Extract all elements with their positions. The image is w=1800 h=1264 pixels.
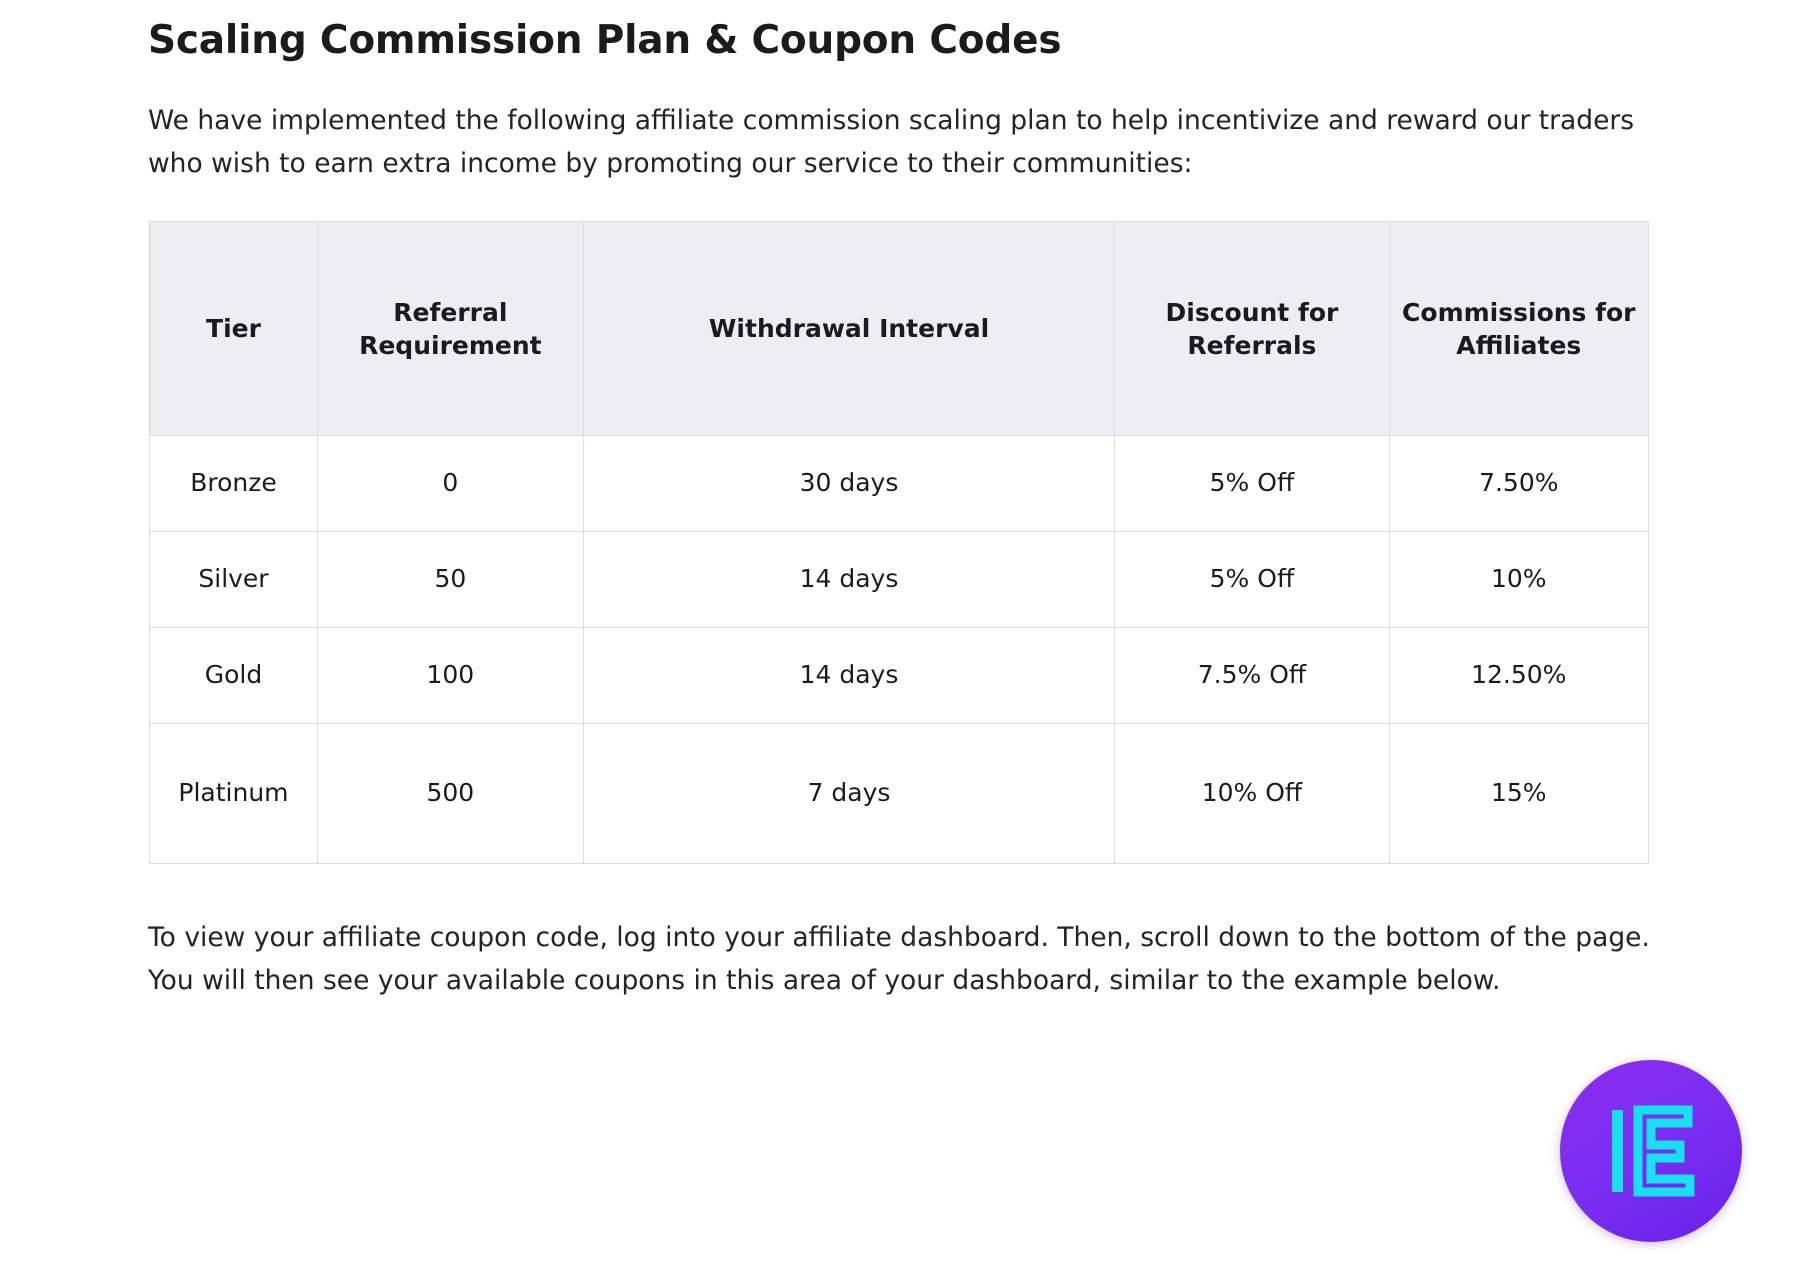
cell-discount-for-referrals: 7.5% Off bbox=[1115, 628, 1389, 724]
cell-withdrawal-interval: 30 days bbox=[583, 436, 1115, 532]
column-header-discount-for-referrals: Discount for Referrals bbox=[1115, 222, 1389, 436]
cell-referral-requirement: 500 bbox=[317, 724, 583, 864]
table-row bbox=[150, 724, 1649, 864]
page-title: Scaling Commission Plan & Coupon Codes bbox=[148, 18, 1062, 63]
column-header-tier: Tier bbox=[150, 222, 318, 436]
column-header-withdrawal-interval: Withdrawal Interval bbox=[583, 222, 1115, 436]
cell-discount-for-referrals: 5% Off bbox=[1115, 436, 1389, 532]
cell-referral-requirement: 50 bbox=[317, 532, 583, 628]
cell-commissions-for-affiliates: 10% bbox=[1389, 532, 1648, 628]
cell-referral-requirement: 0 bbox=[317, 436, 583, 532]
column-header-referral-requirement: Referral Requirement bbox=[317, 222, 583, 436]
intro-paragraph: We have implemented the following affiliate commission scaling plan to help incentivize and reward our traders who wish to earn extra income by promoting our service to their communities: bbox=[148, 104, 1635, 179]
table-row bbox=[150, 436, 1649, 532]
cell-tier: Bronze bbox=[150, 436, 318, 532]
cell-discount-for-referrals: 10% Off bbox=[1115, 724, 1389, 864]
cell-withdrawal-interval: 14 days bbox=[583, 628, 1115, 724]
table-row bbox=[150, 628, 1649, 724]
cell-withdrawal-interval: 7 days bbox=[583, 724, 1115, 864]
cell-commissions-for-affiliates: 15% bbox=[1389, 724, 1648, 864]
closing-paragraph: To view your affiliate coupon code, log into your affiliate dashboard. Then, scroll down to the bottom of the page. You will then see your available coupons in this area of your dashboard, similar to the example below. bbox=[148, 922, 1650, 997]
commission-plan-table bbox=[149, 221, 1649, 864]
table-row bbox=[150, 532, 1649, 628]
brand-logo-icon bbox=[1560, 1060, 1742, 1242]
cell-discount-for-referrals: 5% Off bbox=[1115, 532, 1389, 628]
cell-commissions-for-affiliates: 12.50% bbox=[1389, 628, 1648, 724]
cell-commissions-for-affiliates: 7.50% bbox=[1389, 436, 1648, 532]
column-header-commissions-for-affiliates: Commissions for Affiliates bbox=[1389, 222, 1648, 436]
cell-tier: Gold bbox=[150, 628, 318, 724]
cell-tier: Silver bbox=[150, 532, 318, 628]
cell-withdrawal-interval: 14 days bbox=[583, 532, 1115, 628]
table-header-row bbox=[150, 222, 1649, 436]
table-header bbox=[150, 222, 1649, 436]
cell-referral-requirement: 100 bbox=[317, 628, 583, 724]
cell-tier: Platinum bbox=[150, 724, 318, 864]
table-body bbox=[150, 436, 1649, 864]
